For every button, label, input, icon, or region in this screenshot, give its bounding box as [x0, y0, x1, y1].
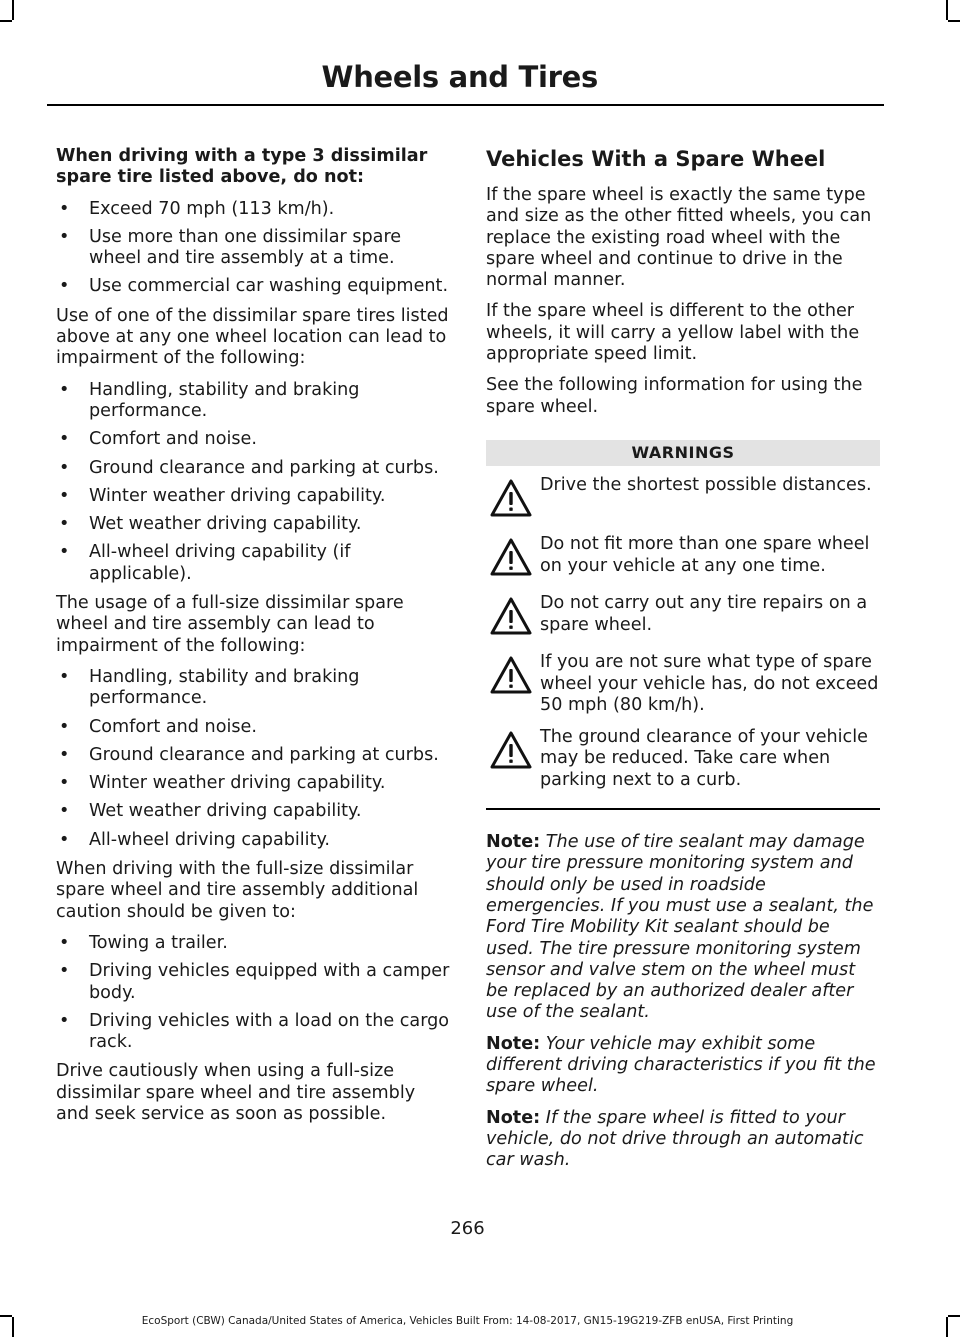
left-column — [56, 146, 451, 1135]
warning-triangle-icon — [489, 596, 533, 636]
list-caution — [56, 933, 451, 1053]
warning-item: Drive the shortest possible distances. — [486, 475, 880, 523]
note: Note: Your vehicle may exhibit some different driving characteristics if you fit the spare wheel. — [486, 1033, 876, 1097]
list-item: • Winter weather driving capability. — [59, 485, 386, 506]
list-item: • Wet weather driving capability. — [59, 801, 362, 822]
list-item: • Comfort and noise. — [59, 716, 257, 737]
warning-triangle-icon — [489, 730, 533, 770]
list-item: • Ground clearance and parking at curbs. — [59, 457, 439, 478]
crop-mark — [948, 1315, 960, 1317]
warning-item: If you are not sure what type of spare wheel your vehicle has, do not exceed 50 mph (80 km/h). — [486, 652, 880, 716]
list-item: • Ground clearance and parking at curbs. — [59, 744, 439, 765]
paragraph: Drive cautiously when using a full-size dissimilar spare wheel and tire assembly and seek service as soon as possible. — [56, 1061, 416, 1124]
paragraph: See the following information for using the spare wheel. — [486, 375, 863, 417]
list-item: • Handling, stability and braking performance. — [59, 666, 360, 709]
section-heading: Vehicles With a Spare Wheel — [486, 147, 826, 171]
warning-triangle-icon — [489, 655, 533, 695]
paragraph: When driving with the full-size dissimilar spare wheel and tire assembly additional caution should be given to: — [56, 859, 419, 922]
note: Note: If the spare wheel is fitted to your vehicle, do not drive through an automatic car wash. — [486, 1107, 864, 1171]
list-item: • Handling, stability and braking performance. — [59, 379, 360, 421]
page-number: 266 — [450, 1218, 485, 1239]
warning-triangle-icon — [489, 478, 533, 518]
paragraph: If the spare wheel is different to the other wheels, it will carry a yellow label with the appropriate speed limit. — [486, 301, 860, 365]
warning-item: Do not fit more than one spare wheel on your vehicle at any one time. — [486, 534, 880, 582]
list-do-not — [56, 199, 451, 298]
footer-text: EcoSport (CBW) Canada/United States of America, Vehicles Built From: 14-08-2017, GN15-19G219-ZFB enUSA, First Printing — [141, 1315, 794, 1327]
list-item: • Driving vehicles with a load on the cargo rack. — [59, 1010, 450, 1053]
list-item: • Wet weather driving capability. — [59, 514, 362, 535]
warning-triangle-icon — [489, 537, 533, 577]
right-column — [486, 146, 880, 1182]
list-item: • Comfort and noise. — [59, 429, 257, 450]
list-impairment-type3 — [56, 380, 451, 585]
list-item: • Driving vehicles equipped with a camper body. — [59, 961, 450, 1003]
list-item: • Use more than one dissimilar spare wheel and tire assembly at a time. — [59, 226, 402, 269]
crop-mark — [946, 0, 948, 20]
warnings-banner: WARNINGS — [486, 440, 880, 466]
list-item: • All-wheel driving capability (if applicable). — [59, 542, 351, 584]
intro-heading: When driving with a type 3 dissimilar spare tire listed above, do not: — [56, 146, 428, 188]
crop-mark — [946, 1317, 948, 1337]
list-item: • All-wheel driving capability. — [59, 829, 330, 850]
page-title: Wheels and Tires — [321, 60, 598, 94]
list-impairment-fullsize — [56, 667, 451, 851]
crop-mark — [948, 20, 960, 22]
paragraph: The usage of a full-size dissimilar spare wheel and tire assembly can lead to impairment of the following: — [56, 593, 404, 656]
crop-mark — [12, 0, 14, 20]
list-item: • Use commercial car washing equipment. — [59, 276, 449, 297]
crop-mark — [0, 20, 12, 22]
paragraph: If the spare wheel is exactly the same type and size as the other fitted wheels, you can replace the existing road wheel with the spare wheel and continue to drive in the normal manner. — [486, 185, 872, 291]
warnings-end-divider — [486, 808, 880, 810]
list-item: • Exceed 70 mph (113 km/h). — [59, 198, 335, 219]
note: Note: The use of tire sealant may damage your tire pressure monitoring system and should only be used in roadside emergencies. If you must use a sealant, the Ford Tire Mobility Kit sealant should be used. The tire pressure monitoring system sensor and valve stem on the wheel must be replaced by an authorized dealer after use of the sealant. — [486, 832, 874, 1023]
warning-item: The ground clearance of your vehicle may be reduced. Take care when parking next to a curb. — [486, 727, 880, 791]
list-item: • Towing a trailer. — [59, 932, 228, 953]
list-item: • Winter weather driving capability. — [59, 773, 386, 794]
header-divider — [47, 104, 884, 106]
warning-item: Do not carry out any tire repairs on a spare wheel. — [486, 593, 880, 641]
paragraph: Use of one of the dissimilar spare tires listed above at any one wheel location can lead to impairment of the following: — [56, 305, 449, 369]
